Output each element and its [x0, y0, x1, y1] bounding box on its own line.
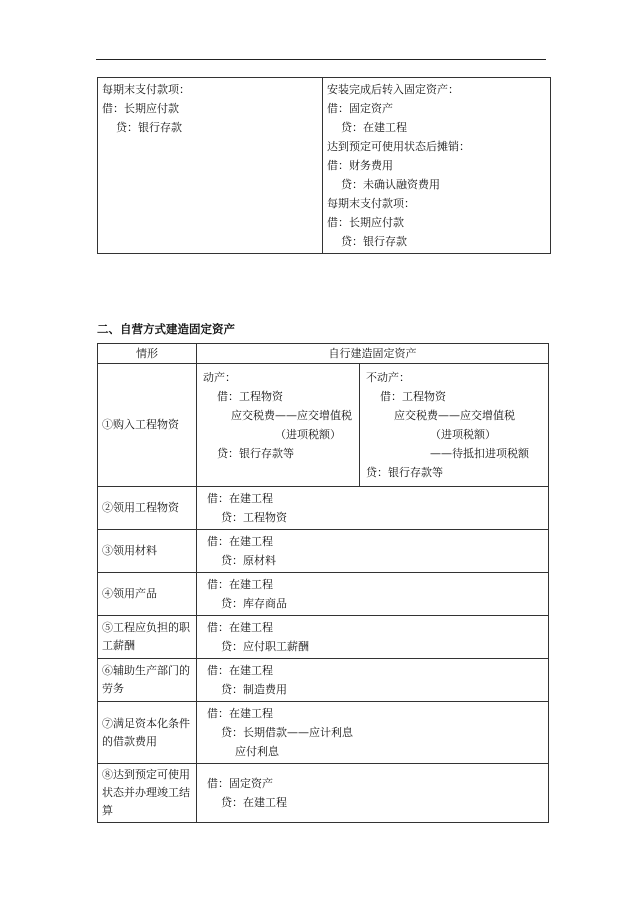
entry-line: 贷：在建工程 — [221, 796, 287, 809]
entry-line: 借：在建工程 — [207, 535, 273, 548]
entry-line: 贷：银行存款等 — [217, 447, 294, 460]
header-situation: 情形 — [98, 344, 197, 364]
entry-line: 贷：银行存款 — [341, 235, 407, 248]
entry-line: 借：在建工程 — [207, 707, 273, 720]
financing-lease-table — [97, 77, 551, 254]
entries-cell — [197, 702, 549, 764]
situation-cell: ③领用材料 — [98, 530, 197, 573]
entry-line: 借：固定资产 — [207, 777, 273, 790]
header-main: 自行建造固定资产 — [197, 344, 549, 364]
right-entries-cell — [323, 78, 551, 254]
entry-line: 贷：制造费用 — [221, 683, 287, 696]
table-row — [98, 487, 549, 530]
situation-cell: ①购入工程物资 — [98, 364, 197, 487]
entry-line: 借：长期应付款 — [102, 102, 179, 115]
entry-line: 贷：银行存款 — [116, 121, 182, 134]
situation-cell: ⑥辅助生产部门的劳务 — [98, 659, 197, 702]
entry-line: 动产： — [203, 371, 236, 384]
table-row — [98, 764, 549, 823]
entry-line: 应交税费——应交增值税 — [394, 409, 515, 422]
entry-line: 借：固定资产 — [327, 102, 393, 115]
situation-cell: ④领用产品 — [98, 573, 197, 616]
purchase-entries-cell — [197, 364, 549, 487]
purchase-split-table — [197, 364, 548, 486]
entry-line: 借：长期应付款 — [327, 216, 404, 229]
situation-cell: ⑤工程应负担的职工薪酬 — [98, 616, 197, 659]
immovable-entries — [360, 364, 549, 486]
self-construction-table — [97, 343, 549, 823]
entries-cell — [197, 764, 549, 823]
entries-cell — [197, 573, 549, 616]
entry-line: 贷：未确认融资费用 — [341, 178, 440, 191]
entry-line: ——待抵扣进项税额 — [430, 447, 529, 460]
situation-cell: ⑧达到预定可使用状态并办理竣工结算 — [98, 764, 197, 823]
header-rule — [96, 59, 546, 60]
entry-line: 借：工程物资 — [217, 390, 283, 403]
table-row — [98, 616, 549, 659]
entry-line: 借：在建工程 — [207, 621, 273, 634]
entry-line: 贷：原材料 — [221, 554, 276, 567]
section-heading: 二、自营方式建造固定资产 — [97, 322, 235, 336]
entry-line: 安装完成后转入固定资产： — [327, 83, 459, 96]
table-row — [98, 702, 549, 764]
table-row — [98, 573, 549, 616]
entries-cell — [197, 487, 549, 530]
entry-line: 应付利息 — [235, 745, 279, 758]
entry-line: 每期末支付款项： — [327, 197, 415, 210]
entry-line: 贷：银行存款等 — [366, 466, 443, 479]
left-entries-cell — [98, 78, 323, 254]
entry-line: 贷：库存商品 — [221, 597, 287, 610]
entry-line: 不动产： — [366, 371, 410, 384]
situation-cell: ②领用工程物资 — [98, 487, 197, 530]
entry-line: 应交税费——应交增值税 — [231, 409, 352, 422]
entry-line: 借：在建工程 — [207, 492, 273, 505]
entry-line: 贷：在建工程 — [341, 121, 407, 134]
table-row — [98, 659, 549, 702]
entry-line: 贷：应付职工薪酬 — [221, 640, 309, 653]
table-row — [98, 530, 549, 573]
entry-line: （进项税额） — [430, 428, 496, 441]
situation-cell: ⑦满足资本化条件的借款费用 — [98, 702, 197, 764]
entry-line: 借：工程物资 — [380, 390, 446, 403]
entry-line: 达到预定可使用状态后摊销： — [327, 140, 470, 153]
entries-cell — [197, 616, 549, 659]
entry-line: 贷：工程物资 — [221, 511, 287, 524]
entry-line: （进项税额） — [275, 428, 341, 441]
entry-line: 借：在建工程 — [207, 578, 273, 591]
entries-cell — [197, 659, 549, 702]
entry-line: 贷：长期借款——应计利息 — [221, 726, 353, 739]
entries-cell — [197, 530, 549, 573]
entry-line: 借：在建工程 — [207, 664, 273, 677]
entry-line: 每期末支付款项： — [102, 83, 190, 96]
movable-entries — [197, 364, 360, 486]
entry-line: 借：财务费用 — [327, 159, 393, 172]
